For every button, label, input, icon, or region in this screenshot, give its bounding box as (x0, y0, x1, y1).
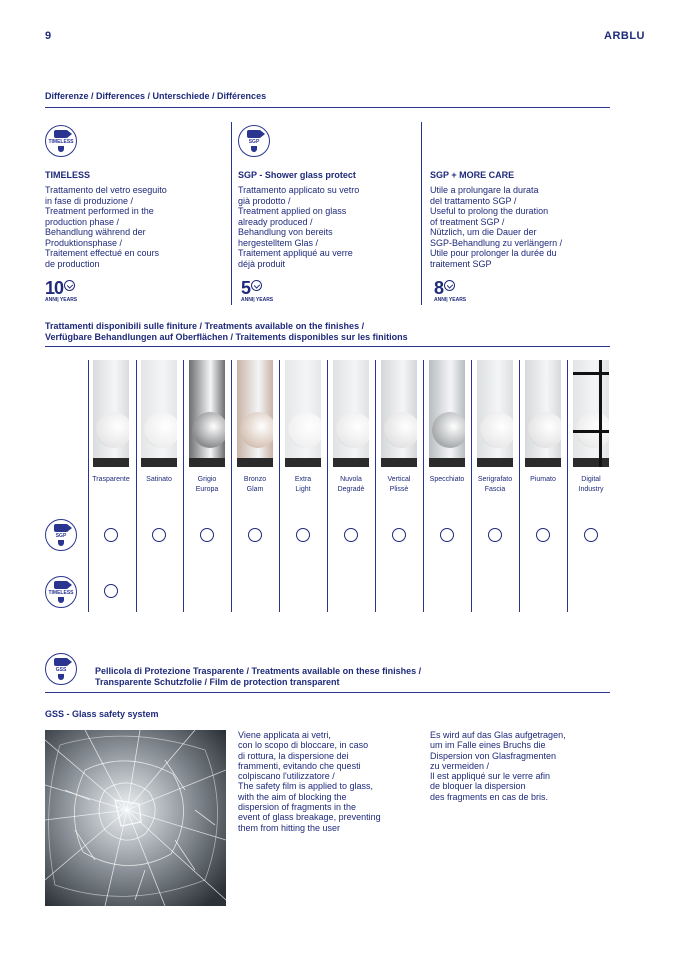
availability-indicator (584, 528, 598, 542)
finish-name: Bronzo Glam (243, 476, 267, 493)
availability-indicator (104, 528, 118, 542)
finish-column-divider (519, 360, 520, 612)
finish-swatch (381, 360, 417, 467)
differences-title: Differenze / Differences / Unterschiede / Différences (45, 91, 267, 101)
heart-check-icon (251, 280, 262, 291)
finish-swatch (429, 360, 465, 467)
column-divider-1 (231, 122, 232, 305)
availability-indicator (392, 528, 406, 542)
finish-name: Extra Light (294, 476, 312, 493)
finish-swatch (93, 360, 129, 467)
finish-name: Specchiato (429, 476, 465, 483)
finish-swatch (141, 360, 177, 467)
gss-subtitle: GSS - Glass safety system (45, 709, 159, 719)
sgp-row-badge-icon: SGP (45, 519, 77, 551)
finish-swatch (525, 360, 561, 467)
finish-name: Piumato (530, 476, 556, 483)
finish-swatch (477, 360, 513, 467)
protection-title: Pellicola di Protezione Trasparente / Treatments available on these finishes / Transparente Schutzfolie / Film de protection transparent (95, 666, 422, 687)
availability-indicator (440, 528, 454, 542)
finish-column-divider (136, 360, 137, 612)
finish-name: Serigrafato Fascia (477, 476, 513, 493)
availability-indicator (104, 584, 118, 598)
availability-indicator (344, 528, 358, 542)
finish-name: Digital Industry (578, 476, 604, 493)
protection-divider (45, 692, 610, 693)
finish-column-divider (423, 360, 424, 612)
availability-indicator (248, 528, 262, 542)
differences-divider (45, 107, 610, 108)
timeless-badge-icon: TIMELESS (45, 125, 77, 157)
timeless-years-warranty: 10 ANNI| YEARS (45, 278, 78, 303)
timeless-description: Trattamento del vetro eseguito in fase di produzione / Treatment performed in the production phase / Behandlung während der Produktionsphase / Traitement effectué en cours de production (45, 185, 167, 269)
gss-description-de-fr: Es wird auf das Glas aufgetragen, um im Falle eines Bruchs die Dispersion von Glasfragmenten zu vermeiden / Il est appliqué sur le verre afin de bloquer la dispersion des fragments en cas de bris. (430, 730, 566, 802)
treatments-title: Trattamenti disponibili sulle finiture / Treatments available on the finishes / Verfügbare Behandlungen auf Oberflächen / Traitements disponibles sur les finitions (45, 321, 408, 342)
treatments-divider (45, 346, 610, 347)
column-divider-2 (421, 122, 422, 305)
broken-glass-image (45, 730, 226, 906)
timeless-row-badge-icon: TIMELESS (45, 576, 77, 608)
gss-badge-icon: GSS (45, 653, 77, 685)
more-care-years-warranty: 8 ANNI| YEARS (434, 278, 467, 303)
availability-indicator (488, 528, 502, 542)
finish-swatch (573, 360, 609, 467)
finish-name: Vertical Plissè (387, 476, 411, 493)
heart-check-icon (64, 280, 75, 291)
sgp-title: SGP - Shower glass protect (238, 170, 356, 180)
finish-name: Trasparente (92, 476, 130, 483)
availability-indicator (152, 528, 166, 542)
availability-indicator (200, 528, 214, 542)
sgp-description: Trattamento applicato su vetro già prodotto / Treatment applied on glass already produced / Behandlung von bereits hergestelltem Glas / Traitement appliqué au verre déjà produit (238, 185, 360, 269)
finish-column-divider (88, 360, 89, 612)
sgp-badge-icon: SGP (238, 125, 270, 157)
finish-name: Nuvola Degradè (337, 476, 365, 493)
more-care-title: SGP + MORE CARE (430, 170, 515, 180)
sgp-years-warranty: 5 ANNI| YEARS (241, 278, 274, 303)
finish-swatch (189, 360, 225, 467)
finish-name: Grigio Europa (195, 476, 219, 493)
finish-name: Satinato (146, 476, 172, 483)
gss-description-it-en: Viene applicata ai vetri, con lo scopo di bloccare, in caso di rottura, la dispersione dei frammenti, evitando che questi colpiscano l'utilizzatore / The safety film is applied to glass, with the aim of blocking the dispersion of fragments in the event of glass breakage, preventing them from hitting the user (238, 730, 381, 833)
finish-swatch (237, 360, 273, 467)
heart-check-icon (444, 280, 455, 291)
availability-indicator (536, 528, 550, 542)
brand-logo: ARBLU (604, 30, 645, 42)
page-number: 9 (45, 30, 52, 42)
more-care-description: Utile a prolungare la durata del trattamento SGP / Useful to prolong the duration of treatment SGP / Nützlich, um die Dauer der SGP-Behandlung zu verlängern / Utile pour prolonger la durée du traitement SGP (430, 185, 563, 269)
availability-indicator (296, 528, 310, 542)
finish-swatch (285, 360, 321, 467)
finish-swatch (333, 360, 369, 467)
timeless-title: TIMELESS (45, 170, 91, 180)
